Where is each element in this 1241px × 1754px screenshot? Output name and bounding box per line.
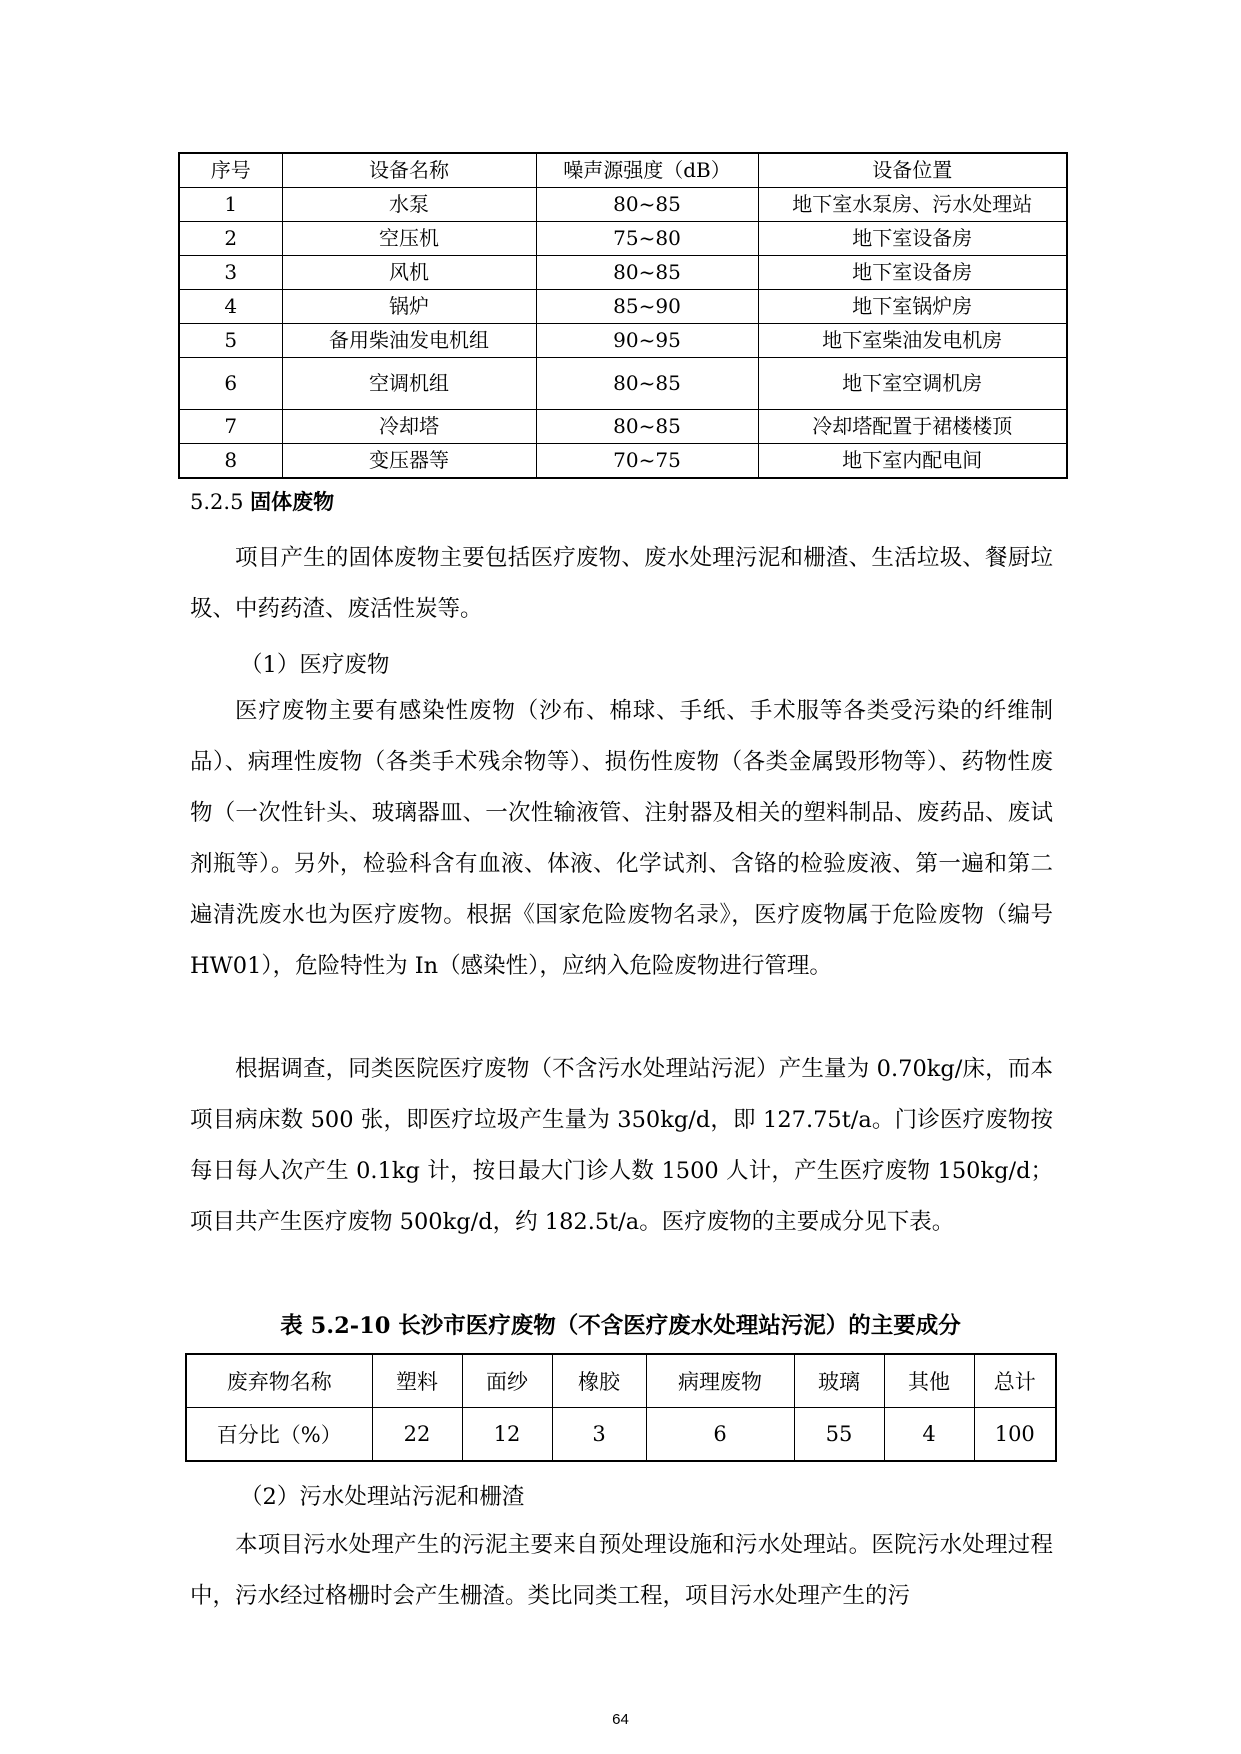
paragraph-intro: 项目产生的固体废物主要包括医疗废物、废水处理污泥和栅渣、生活垃圾、餐厨垃圾、中药药渣、废活性炭等。	[190, 545, 1053, 622]
table-row	[179, 290, 1067, 324]
table-cell: 6	[179, 358, 282, 410]
table-row	[179, 256, 1067, 290]
table-row	[179, 222, 1067, 256]
table-cell: 6	[646, 1408, 794, 1462]
table-caption: 表 5.2-10 长沙市医疗废物（不含医疗废水处理站污泥）的主要成分	[280, 1313, 961, 1339]
section-number: 5.2.5	[190, 490, 244, 514]
table-cell: 90~95	[536, 324, 758, 358]
paragraph-survey: 根据调查，同类医院医疗废物（不含污水处理站污泥）产生量为 0.70kg/床，而本项目病床数 500 张，即医疗垃圾产生量为 350kg/d，即 127.75t/a。门诊医疗废物按每日每人次产生 0.1kg 计，按日最大门诊人数 1500 人计，产生医疗废物 150kg/d；项目共产生医疗废物 500kg/d，约 182.5t/a。医疗废物的主要成分见下表。	[190, 1056, 1053, 1235]
paragraph-medical-waste: 医疗废物主要有感染性废物（沙布、棉球、手纸、手术服等各类受污染的纤维制品）、病理性废物（各类手术残余物等）、损伤性废物（各类金属毁形物等）、药物性废物（一次性针头、玻璃器皿、一次性输液管、注射器及相关的塑料制品、废药品、废试剂瓶等）。另外，检验科含有血液、体液、化学试剂、含铬的检验废液、第一遍和第二遍清洗废水也为医疗废物。根据《国家危险废物名录》，医疗废物属于危险废物（编号 HW01），危险特性为 In（感染性），应纳入危险废物进行管理。	[190, 698, 1053, 979]
table-cell: 3	[179, 256, 282, 290]
table-cell: 风机	[282, 256, 536, 290]
noise-source-table	[178, 152, 1068, 479]
table-cell: 5	[179, 324, 282, 358]
table-cell: 地下室设备房	[758, 222, 1067, 256]
table-cell: 22	[372, 1408, 462, 1462]
table-cell: 55	[794, 1408, 884, 1462]
section-title: 固体废物	[250, 489, 335, 514]
table-cell: 2	[179, 222, 282, 256]
table-cell: 备用柴油发电机组	[282, 324, 536, 358]
table-cell: 80~85	[536, 358, 758, 410]
table-cell: 7	[179, 410, 282, 444]
table-cell: 百分比（%）	[186, 1408, 372, 1462]
table-cell: 12	[462, 1408, 552, 1462]
table-cell: 冷却塔	[282, 410, 536, 444]
table-cell: 地下室柴油发电机房	[758, 324, 1067, 358]
table-cell: 80~85	[536, 188, 758, 222]
table-cell: 70~75	[536, 444, 758, 479]
table-cell: 地下室内配电间	[758, 444, 1067, 479]
header-cell: 面纱	[462, 1354, 552, 1408]
table-cell: 地下室空调机房	[758, 358, 1067, 410]
table-cell: 地下室锅炉房	[758, 290, 1067, 324]
header-cell: 废弃物名称	[186, 1354, 372, 1408]
composition-table	[185, 1353, 1057, 1462]
table-cell: 地下室水泵房、污水处理站	[758, 188, 1067, 222]
header-cell: 其他	[884, 1354, 974, 1408]
table-row	[179, 188, 1067, 222]
table-row	[179, 358, 1067, 410]
header-cell: 玻璃	[794, 1354, 884, 1408]
header-cell: 病理废物	[646, 1354, 794, 1408]
table-cell: 变压器等	[282, 444, 536, 479]
table-header-row	[179, 153, 1067, 188]
paragraph-sludge: 本项目污水处理产生的污泥主要来自预处理设施和污水处理站。医院污水处理过程中，污水经过格栅时会产生栅渣。类比同类工程，项目污水处理产生的污	[190, 1532, 1053, 1609]
table-row	[179, 324, 1067, 358]
table-cell: 4	[179, 290, 282, 324]
header-cell: 塑料	[372, 1354, 462, 1408]
subheading-medical-waste: （1）医疗废物	[240, 652, 390, 678]
table-cell: 锅炉	[282, 290, 536, 324]
table-cell: 4	[884, 1408, 974, 1462]
header-cell: 橡胶	[552, 1354, 646, 1408]
table-cell: 85~90	[536, 290, 758, 324]
table-cell: 地下室设备房	[758, 256, 1067, 290]
table-row	[179, 410, 1067, 444]
table-cell: 3	[552, 1408, 646, 1462]
page-number: 64	[612, 1711, 629, 1728]
subheading-sludge: （2）污水处理站污泥和栅渣	[240, 1484, 525, 1510]
header-cell: 序号	[179, 153, 282, 188]
table-cell: 8	[179, 444, 282, 479]
table-cell: 80~85	[536, 410, 758, 444]
table-cell: 80~85	[536, 256, 758, 290]
header-cell: 设备名称	[282, 153, 536, 188]
table-cell: 冷却塔配置于裙楼楼顶	[758, 410, 1067, 444]
table-header-row	[186, 1354, 1056, 1408]
table-cell: 空调机组	[282, 358, 536, 410]
header-cell: 总计	[974, 1354, 1056, 1408]
table-row	[186, 1408, 1056, 1462]
header-cell: 噪声源强度（dB）	[536, 153, 758, 188]
table-row	[179, 444, 1067, 479]
table-cell: 1	[179, 188, 282, 222]
table-cell: 100	[974, 1408, 1056, 1462]
table-cell: 水泵	[282, 188, 536, 222]
header-cell: 设备位置	[758, 153, 1067, 188]
table-cell: 75~80	[536, 222, 758, 256]
table-cell: 空压机	[282, 222, 536, 256]
section-heading	[190, 487, 334, 517]
